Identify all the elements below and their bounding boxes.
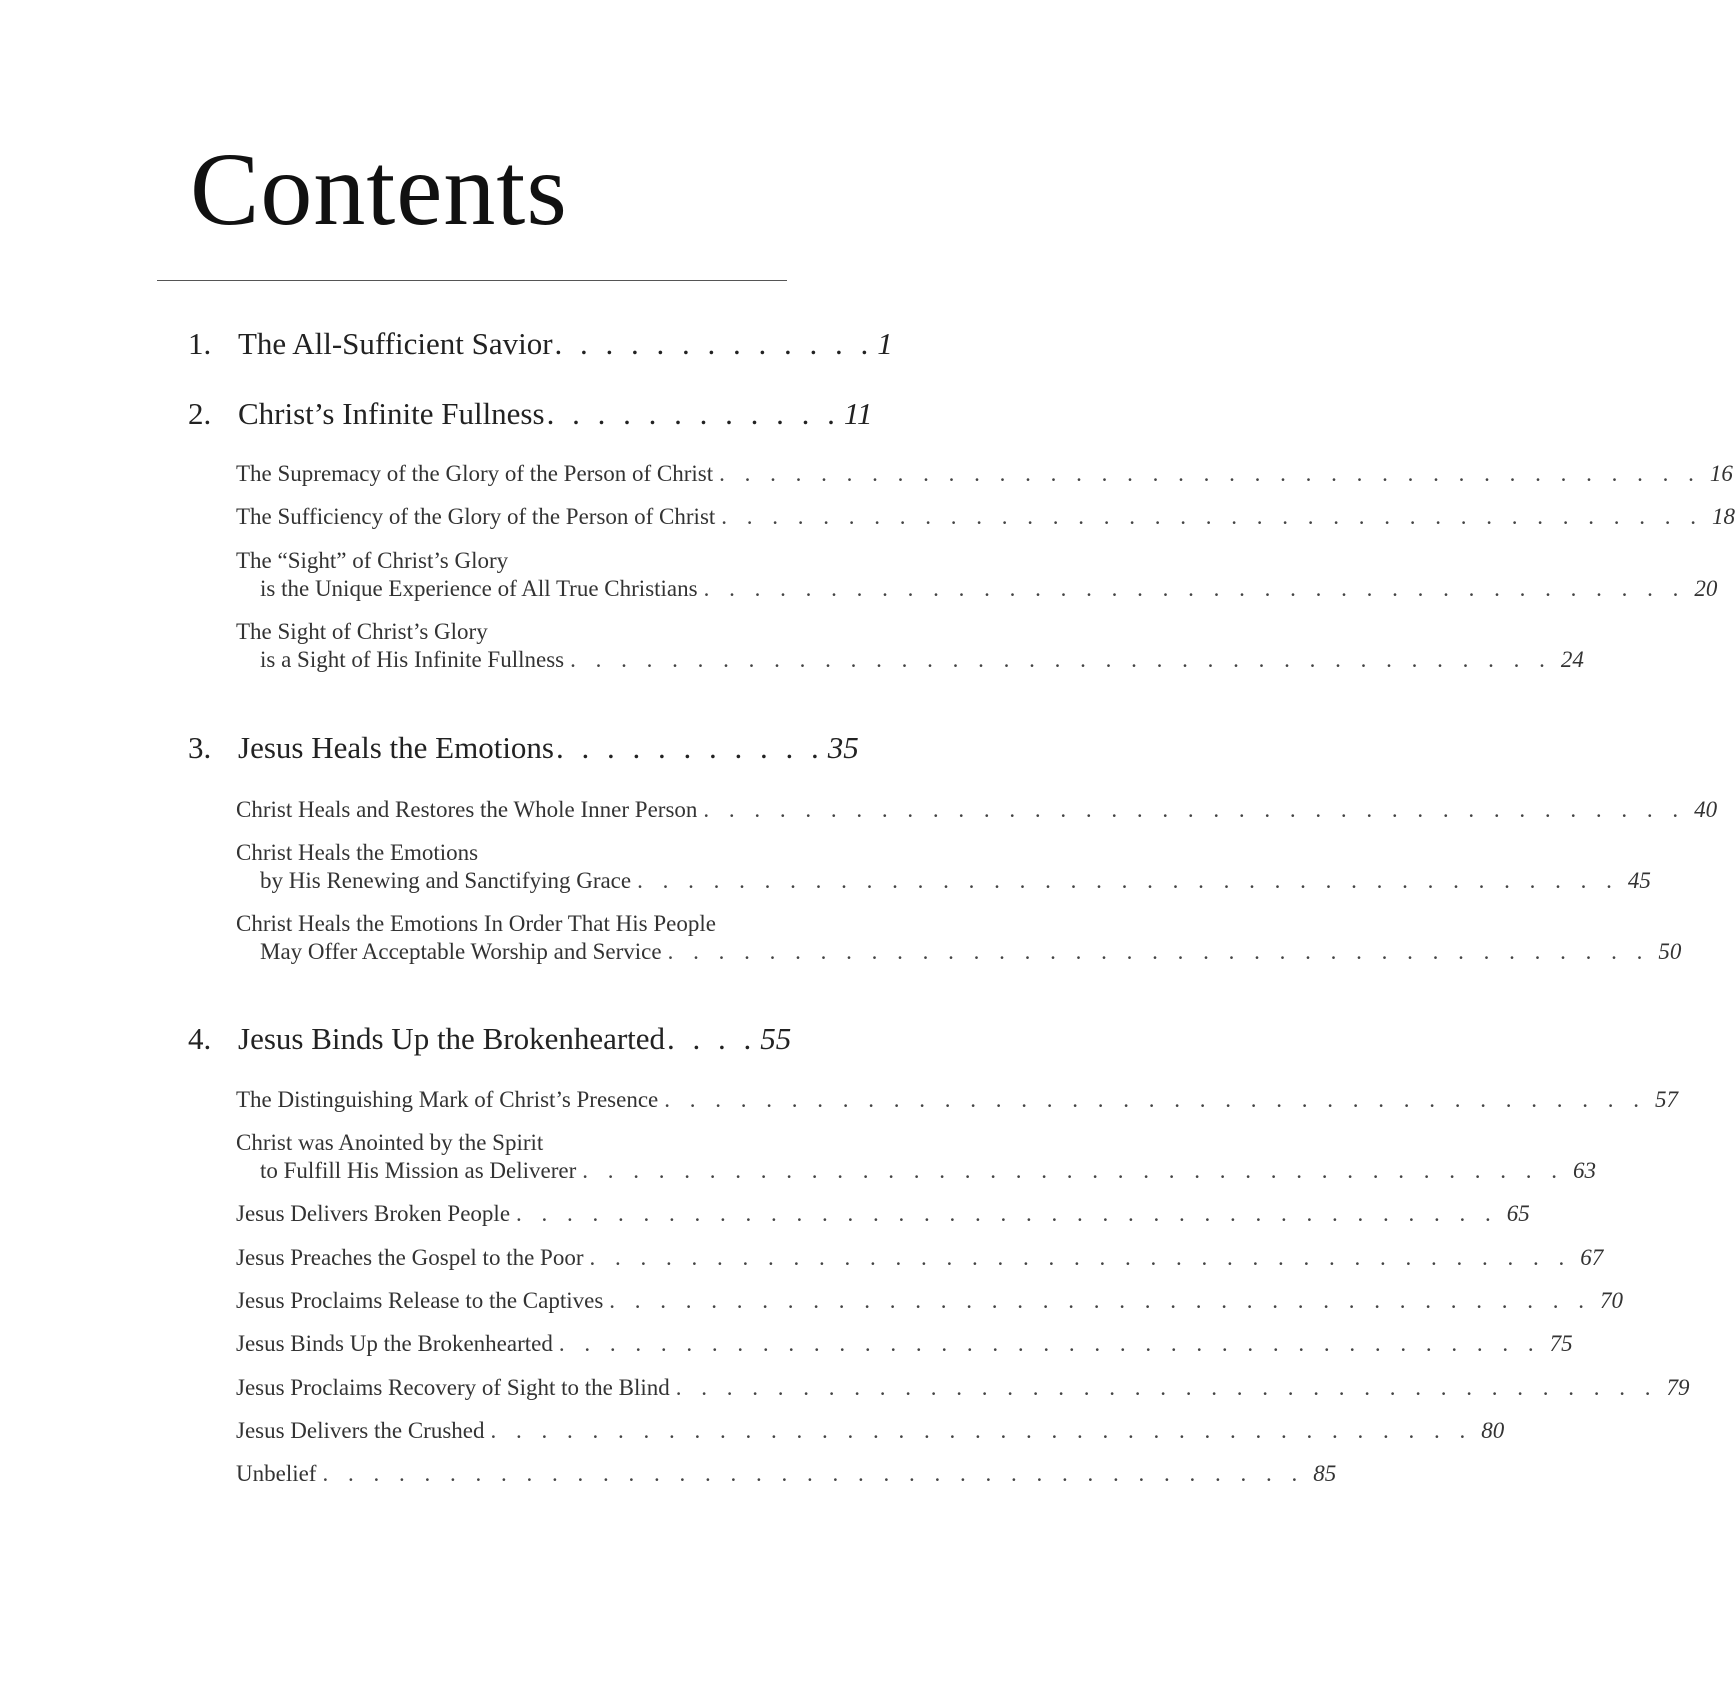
entry-title-continuation: is the Unique Experience of All True Christians bbox=[260, 576, 698, 601]
toc-entry[interactable] bbox=[236, 1288, 1624, 1316]
dot-leader: . . . . . . . . . . . . . . . . . . . . . . . . . . . . . . . . . . . . . . . bbox=[721, 504, 1704, 529]
toc-entry[interactable] bbox=[236, 619, 1584, 675]
toc-entry[interactable] bbox=[236, 1201, 1530, 1229]
entry-title-continuation: by His Renewing and Sanctifying Grace bbox=[260, 868, 632, 893]
entry-page-number: 75 bbox=[1549, 1331, 1573, 1356]
toc-entry[interactable] bbox=[236, 1245, 1604, 1273]
entry-title: Unbelief bbox=[236, 1461, 317, 1486]
dot-leader: . . . . . . . . . . . . . . . . . . . . . . . . . . . . . . . . . . . . . . . bbox=[322, 1461, 1305, 1486]
entry-page-number: 24 bbox=[1560, 647, 1584, 672]
toc-entry[interactable] bbox=[236, 548, 1718, 604]
entry-title: Christ Heals and Restores the Whole Inner Person bbox=[236, 797, 698, 822]
entry-page-number: 40 bbox=[1694, 797, 1718, 822]
chapter-title: The All-Sufficient Savior bbox=[238, 326, 553, 361]
dot-leader: . . . . bbox=[667, 1021, 757, 1056]
entry-title: Jesus Binds Up the Brokenhearted bbox=[236, 1331, 553, 1356]
dot-leader: . . . . . . . . . . . . . . . . . . . . . . . . . . . . . . . . . . . . . . . bbox=[667, 939, 1650, 964]
dot-leader: . . . . . . . . . . . . . . . . . . . . . . . . . . . . . . . . . . . . . . . bbox=[570, 647, 1552, 672]
page-title: Contents bbox=[190, 132, 568, 247]
entry-page-number: 65 bbox=[1506, 1201, 1530, 1226]
dot-leader: . . . . . . . . . . . . . bbox=[554, 326, 874, 361]
toc-entry[interactable] bbox=[236, 1130, 1596, 1186]
toc-entry[interactable] bbox=[236, 840, 1651, 896]
entry-title: Christ Heals the Emotions In Order That His People bbox=[236, 911, 716, 936]
chapter-number: 3. bbox=[188, 730, 212, 765]
toc-chapter[interactable] bbox=[188, 1021, 791, 1061]
entry-page-number: 50 bbox=[1658, 939, 1682, 964]
dot-leader: . . . . . . . . . . . . . . . . . . . . . . . . . . . . . . . . . . . . . . . bbox=[719, 461, 1701, 486]
chapter-page-number: 11 bbox=[843, 396, 873, 431]
chapter-page-number: 35 bbox=[827, 730, 859, 765]
entry-page-number: 18 bbox=[1712, 504, 1735, 529]
entry-title-continuation: to Fulfill His Mission as Deliverer bbox=[260, 1158, 577, 1183]
entry-title-continuation: May Offer Acceptable Worship and Service bbox=[260, 939, 662, 964]
entry-page-number: 63 bbox=[1572, 1158, 1596, 1183]
chapter-title: Christ’s Infinite Fullness bbox=[238, 396, 545, 431]
chapter-title: Jesus Binds Up the Brokenhearted bbox=[238, 1021, 666, 1056]
dot-leader: . . . . . . . . . . . . . . . . . . . . . . . . . . . . . . . . . . . . . . . bbox=[589, 1245, 1572, 1270]
dot-leader: . . . . . . . . . . . . . . . . . . . . . . . . . . . . . . . . . . . . . . . bbox=[490, 1418, 1473, 1443]
toc-chapter[interactable] bbox=[188, 396, 873, 436]
dot-leader: . . . . . . . . . . . bbox=[556, 730, 824, 765]
entry-title: The Sight of Christ’s Glory bbox=[236, 619, 488, 644]
entry-title: The “Sight” of Christ’s Glory bbox=[236, 548, 509, 573]
entry-title: The Sufficiency of the Glory of the Person of Christ bbox=[236, 504, 716, 529]
entry-title: Jesus Preaches the Gospel to the Poor bbox=[236, 1245, 584, 1270]
title-divider bbox=[157, 280, 787, 281]
entry-title: The Supremacy of the Glory of the Person of Christ bbox=[236, 461, 714, 486]
toc-entry[interactable] bbox=[236, 911, 1682, 967]
entry-page-number: 85 bbox=[1313, 1461, 1337, 1486]
entry-page-number: 79 bbox=[1666, 1375, 1690, 1400]
toc-entry[interactable] bbox=[236, 797, 1718, 825]
chapter-title: Jesus Heals the Emotions bbox=[238, 730, 554, 765]
toc-entry[interactable] bbox=[236, 461, 1733, 489]
chapter-number: 4. bbox=[188, 1021, 212, 1056]
toc-chapter[interactable] bbox=[188, 326, 893, 366]
toc-entry[interactable] bbox=[236, 1087, 1679, 1115]
entry-title: Jesus Delivers Broken People bbox=[236, 1201, 511, 1226]
dot-leader: . . . . . . . . . . . . . . . . . . . . . . . . . . . . . . . . . . . . . . . bbox=[558, 1331, 1541, 1356]
toc-chapter[interactable] bbox=[188, 730, 859, 770]
dot-leader: . . . . . . . . . . . . bbox=[546, 396, 840, 431]
entry-page-number: 45 bbox=[1627, 868, 1651, 893]
entry-page-number: 80 bbox=[1481, 1418, 1505, 1443]
dot-leader: . . . . . . . . . . . . . . . . . . . . . . . . . . . . . . . . . . . . . . . bbox=[703, 797, 1686, 822]
chapter-page-number: 55 bbox=[760, 1021, 792, 1056]
entry-page-number: 20 bbox=[1694, 576, 1718, 601]
toc-entry[interactable] bbox=[236, 1418, 1505, 1446]
dot-leader: . . . . . . . . . . . . . . . . . . . . . . . . . . . . . . . . . . . . . . . bbox=[582, 1158, 1564, 1183]
entry-page-number: 67 bbox=[1580, 1245, 1604, 1270]
dot-leader: . . . . . . . . . . . . . . . . . . . . . . . . . . . . . . . . . . . . . . . bbox=[675, 1375, 1658, 1400]
entry-title: Christ Heals the Emotions bbox=[236, 840, 479, 865]
dot-leader: . . . . . . . . . . . . . . . . . . . . . . . . . . . . . . . . . . . . . . . bbox=[516, 1201, 1498, 1226]
entry-page-number: 16 bbox=[1709, 461, 1733, 486]
dot-leader: . . . . . . . . . . . . . . . . . . . . . . . . . . . . . . . . . . . . . . . bbox=[609, 1288, 1592, 1313]
entry-title-continuation: is a Sight of His Infinite Fullness bbox=[260, 647, 565, 672]
chapter-number: 1. bbox=[188, 326, 212, 361]
toc-entry[interactable] bbox=[236, 504, 1735, 532]
entry-title: The Distinguishing Mark of Christ’s Presence bbox=[236, 1087, 659, 1112]
chapter-number: 2. bbox=[188, 396, 212, 431]
entry-title: Jesus Delivers the Crushed bbox=[236, 1418, 485, 1443]
entry-title: Jesus Proclaims Recovery of Sight to the Blind bbox=[236, 1375, 670, 1400]
toc-entry[interactable] bbox=[236, 1461, 1337, 1489]
dot-leader: . . . . . . . . . . . . . . . . . . . . . . . . . . . . . . . . . . . . . . . bbox=[664, 1087, 1647, 1112]
entry-page-number: 57 bbox=[1655, 1087, 1679, 1112]
toc-entry[interactable] bbox=[236, 1331, 1573, 1359]
dot-leader: . . . . . . . . . . . . . . . . . . . . . . . . . . . . . . . . . . . . . . . bbox=[703, 576, 1686, 601]
entry-page-number: 70 bbox=[1600, 1288, 1624, 1313]
dot-leader: . . . . . . . . . . . . . . . . . . . . . . . . . . . . . . . . . . . . . . . bbox=[637, 868, 1619, 893]
entry-title: Christ was Anointed by the Spirit bbox=[236, 1130, 544, 1155]
toc-entry[interactable] bbox=[236, 1375, 1690, 1403]
entry-title: Jesus Proclaims Release to the Captives bbox=[236, 1288, 604, 1313]
chapter-page-number: 1 bbox=[877, 326, 893, 361]
